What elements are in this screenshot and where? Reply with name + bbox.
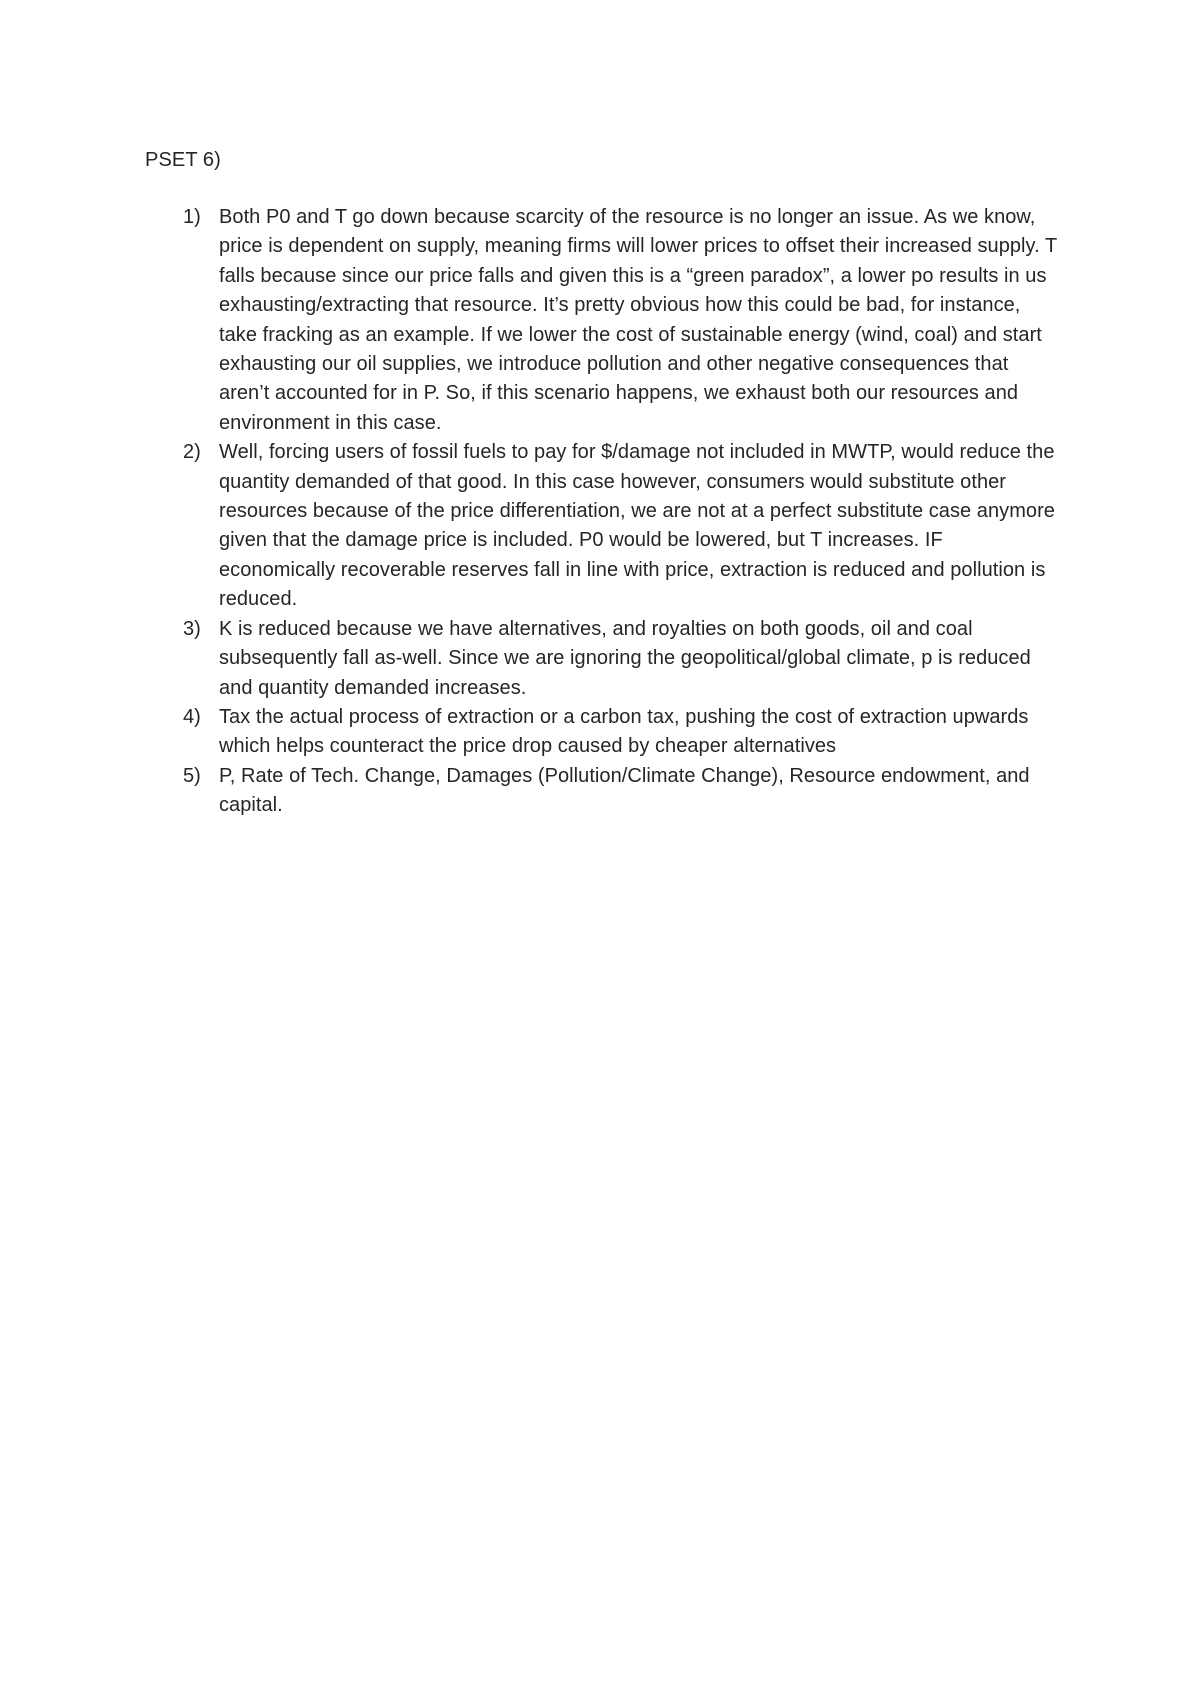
answer-list: [183, 203, 1063, 821]
answer-number: 5): [183, 764, 201, 787]
answer-text: Tax the actual process of extraction or a carbon tax, pushing the cost of extraction upwards which helps counteract the price drop caused by cheaper alternatives: [219, 705, 1029, 758]
answer-text: K is reduced because we have alternatives, and royalties on both goods, oil and coal subsequently fall as-well. Since we are ignoring the geopolitical/global climate, p is reduced and quantity demanded increases.: [219, 617, 1031, 699]
answer-text: Well, forcing users of fossil fuels to pay for $/damage not included in MWTP, would reduce the quantity demanded of that good. In this case however, consumers would substitute other resources because of the price differentiation, we are not at a perfect substitute case anymore given that the damage price is included. P0 would be lowered, but T increases. IF economically recoverable reserves fall in line with price, extraction is reduced and pollution is reduced.: [219, 441, 1055, 611]
answer-number: 2): [183, 441, 201, 464]
answer-number: 1): [183, 206, 201, 228]
answer-item-3: [183, 615, 1063, 703]
answer-item-2: [183, 438, 1063, 614]
document-title: PSET 6): [145, 149, 221, 171]
answer-text: P, Rate of Tech. Change, Damages (Pollution/Climate Change), Resource endowment, and capital.: [219, 764, 1030, 817]
answer-number: 4): [183, 705, 201, 728]
answer-item-5: [183, 762, 1063, 821]
answer-item-1: [183, 203, 1063, 438]
answer-text: Both P0 and T go down because scarcity of the resource is no longer an issue. As we know, price is dependent on supply, meaning firms will lower prices to offset their increased supply. T falls because since our price falls and given this is a “green paradox”, a lower po results in us exhausting/extracting that resource. It’s pretty obvious how this could be bad, for instance, take fracking as an example. If we lower the cost of sustainable energy (wind, coal) and start exhausting our oil supplies, we introduce pollution and other negative consequences that aren’t accounted for in P. So, if this scenario happens, we exhaust both our resources and environment in this case.: [219, 206, 1057, 434]
answer-item-4: [183, 703, 1063, 762]
answer-number: 3): [183, 617, 201, 640]
